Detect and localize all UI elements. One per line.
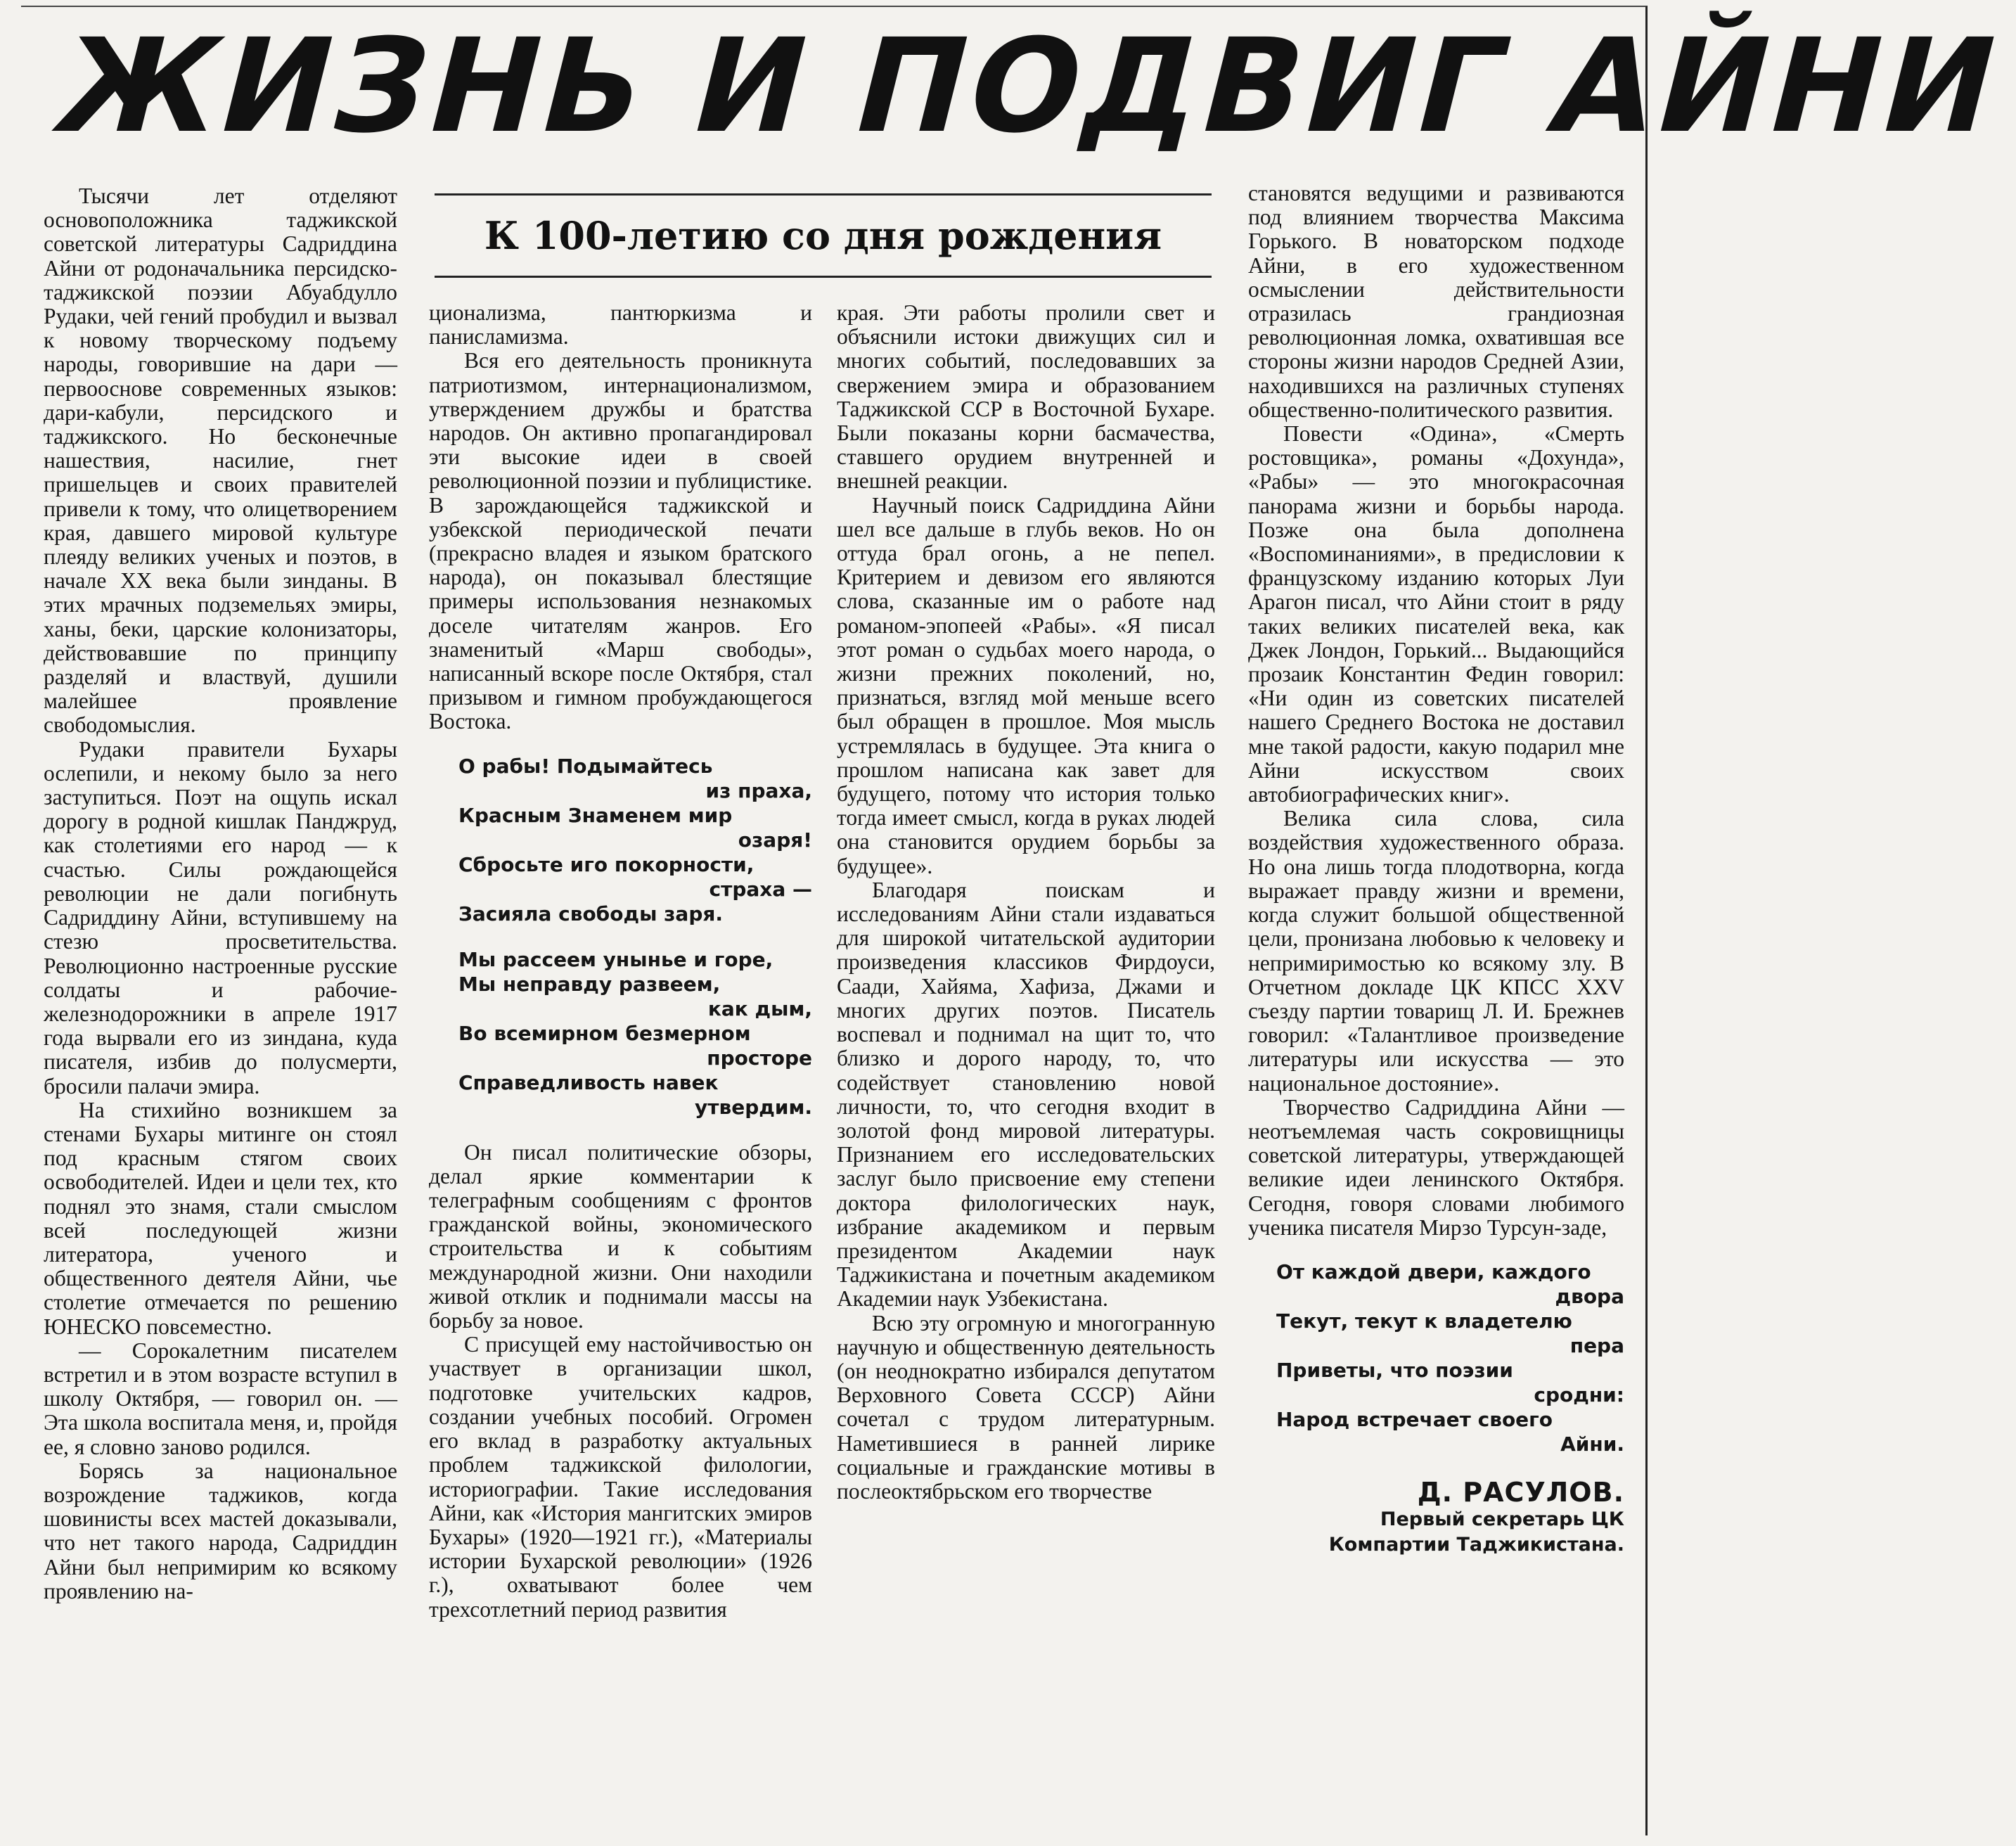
poem-line: Мы рассеем унынье и горе, xyxy=(458,947,773,971)
paragraph: Борясь за национальное возрождение таджиков, когда шовинисты всех мастей доказывали, что нет такого народа, Садриддин Айни был непримирим ко всякому проявлению на- xyxy=(44,1458,397,1603)
headline: ЖИЗНЬ И ПОДВИГ АЙНИ xyxy=(41,11,2016,162)
paragraph: становятся ведущими и развиваются под влиянием творчества Максима Горького. В новаторском подходе Айни, в его художественном осмыслении действительности отразилась грандиозная революционная ломка, охватившая все стороны жизни народов Средней Азии, находившихся на различных ступенях общественно-политического развития. xyxy=(1248,181,1624,422)
paragraph: Рудаки правители Бухары ослепили, и некому было за него заступиться. Поэт на ощупь искал дорогу в родной кишлак Панджруд, как столетиями его народ — к счастью. Силы рождающейся революции не дали погибнуть Садриддину Айни, вступившему на стезю просветительства. Революционно настроенные русские солдаты и рабочие-железнодорожники в апреле 1917 года вырвали его из зиндана, куда писателя, избив до полусмерти, бросили палачи эмира. xyxy=(44,736,397,1098)
poem-tursun-zade xyxy=(1248,1259,1624,1456)
poem-line: Во всемирном безмерном xyxy=(458,1021,751,1045)
paragraph: Благодаря поискам и исследованиям Айни стали издаваться для широкой читательской аудитории произведения классиков Фирдоуси, Саади, Хайяма, Хафиза, Джами и многих других поэтов. Писатель воспевал и поднимал на щит то, что близко и дорого народу, то, что содействует становлению новой личности, то, что сегодня входит в золотой фонд мировой литературы. Признанием его исследовательских заслуг было присвоение ему степени доктора филологических наук, избрание академиком и первым президентом Академии наук Таджикистана и почетным академиком Академии наук Узбекистана. xyxy=(837,877,1215,1312)
poem-line: из праха, xyxy=(705,778,812,802)
paragraph: — Сорокалетним писателем встретил и в этом возрасте вступил в школу Октября, — говорил он. — Эта школа воспитала меня, и, пройдя ее, я словно заново родился. xyxy=(44,1338,397,1459)
poem-line: Засияла свободы заря. xyxy=(458,902,723,925)
article-column-4 xyxy=(1248,181,1624,1813)
paragraph: края. Эти работы пролили свет и объяснили истоки движущих сил и многих событий, последовавших за свержением эмира и образованием Таджикской ССР в Восточной Бухаре. Были показаны корни басмачества, ставшего орудием внутренней и внешней реакции. xyxy=(837,300,1215,494)
poem-line: озаря! xyxy=(738,828,812,852)
paragraph: Он писал политические обзоры, делал яркие комментарии к телеграфным сообщениям с фронтов гражданской войны, экономического строительства и к событиям международной жизни. Они находили живой отклик и поднимали массы на борьбу за новое. xyxy=(429,1139,812,1333)
poem-line: сродни: xyxy=(1534,1383,1624,1406)
poem-line: просторе xyxy=(707,1046,812,1070)
paragraph: Тысячи лет отделяют основоположника таджикской советской литературы Садриддина Айни от родоначальника персидско-таджикской поэзии Абуабдулло Рудаки, чей гений пробудил и вызвал к новому творческому подъему народы, говорившие на дари — первооснове современных языков: дари-кабули, персидского и таджикского. Но бесконечные нашествия, насилие, гнет пришельцев и своих правителей привели к тому, что олицетворением края, давшего мировой культуре плеяду великих ученых и поэтов, в начале XX века были зинданы. В этих мрачных подземельях эмиры, ханы, беки, царские колонизаторы, действовавшие по принципу разделяй и властвуй, душили малейшее проявление свободомыслия. xyxy=(44,184,397,738)
author-title: Компартии Таджикистана. xyxy=(1328,1533,1624,1556)
article-column-3 xyxy=(837,301,1215,1813)
signature-block xyxy=(1248,1478,1624,1558)
poem-line: О рабы! Подымайтесь xyxy=(458,754,713,778)
poem-line: утвердим. xyxy=(695,1095,812,1119)
author-title: Первый секретарь ЦК xyxy=(1380,1508,1624,1530)
subheadline-rule-bottom xyxy=(435,276,1212,278)
paragraph: На стихийно возникшем за стенами Бухары митинге он стоял под красным стягом своих освободителей. Идеи и цели тех, кто поднял это знамя, стали смыслом всей последующей жизни литератора, ученого и общественного деятеля Айни, чье столетие отмечается по решению ЮНЕСКО повсеместно. xyxy=(44,1097,397,1339)
paragraph: Научный поиск Садриддина Айни шел все дальше в глубь веков. Но он оттуда брал огонь, а не пепел. Критерием и девизом его являются слова, сказанные им о работе над романом-эпопеей «Рабы». «Я писал этот роман о судьбах моего народа, о жизни прежних поколений, но, признаться, взгляд мой меньше всего был обращен в прошлое. Моя мысль устремлялась в будущее. Эта книга о прошлом написана как завет для будущего, потому что история только тогда имеет смысл, когда в руках людей она становится орудием борьбы за будущее». xyxy=(837,492,1215,878)
poem-marsh-svobody xyxy=(429,754,812,1120)
poem-line: Сбросьте иго покорности, xyxy=(458,852,755,876)
article-column-1 xyxy=(44,184,397,1816)
poem-line: пера xyxy=(1569,1333,1624,1357)
paragraph: Повести «Одина», «Смерть ростовщика», романы «Дохунда», «Рабы» — это многокрасочная панорама жизни и борьбы народа. Позже она была дополнена «Воспоминаниями», в предисловии к французскому изданию которых Луи Арагон писал, что Айни стоит в ряду таких великих писателей века, как Джек Лондон, Горький... Выдающийся прозаик Константин Федин говорил: «Ни один из советских писателей нашего Среднего Востока не доставил мне такой радости, какую подарил мне Айни искусством своих автобиографических книг». xyxy=(1248,421,1624,807)
poem-line: Народ встречает своего xyxy=(1276,1407,1553,1431)
poem-line: От каждой двери, каждого xyxy=(1276,1259,1591,1283)
subheadline: К 100-летию со дня рождения xyxy=(484,213,1162,258)
poem-line: Текут, текут к владетелю xyxy=(1276,1309,1572,1333)
author-name: Д. РАСУЛОВ. xyxy=(1417,1476,1624,1508)
paragraph: Творчество Садриддина Айни — неотъемлемая часть сокровищницы советской литературы, утверждающей великие идеи ленинского Октября. Сегодня, говоря словами любимого ученика писателя Мирзо Турсун-заде, xyxy=(1248,1094,1624,1240)
poem-line: Справедливость навек xyxy=(458,1070,719,1094)
poem-line: страха — xyxy=(709,877,812,901)
poem-line: как дым, xyxy=(707,996,812,1020)
paragraph: Велика сила слова, сила воздействия художественного образа. Но она лишь тогда плодотворна, когда выражает правду жизни и времени, когда служит большой общественной цели, пронизана любовью к человеку и непримиримостью ко всякому злу. В Отчетном докладе ЦК КПСС XXV съезду партии товарищ Л. И. Брежнев говорил: «Талантливое произведение литературы или искусства — это национальное достояние». xyxy=(1248,806,1624,1096)
poem-line: Мы неправду развеем, xyxy=(458,972,721,996)
poem-line: двора xyxy=(1555,1284,1624,1308)
paragraph: Вся его деятельность проникнута патриотизмом, интернационализмом, утверждением дружбы и братства народов. Он активно пропагандировал эти высокие идеи в своей революционной поэзии и публицистике. В зарождающейся таджикской и узбекской периодической печати (прекрасно владея и языком братского народа), он показывал блестящие примеры использования незнакомых доселе читателям жанров. Его знаменитый «Марш свободы», написанный вскоре после Октября, стал призывом и гимном пробуждающегося Востока. xyxy=(429,348,812,734)
stanza-gap xyxy=(458,926,812,947)
poem-line: Приветы, что поэзии xyxy=(1276,1358,1513,1382)
paragraph: ционализма, пантюркизма и панисламизма. xyxy=(429,300,812,350)
article-column-2 xyxy=(429,301,812,1813)
paragraph: Всю эту огромную и многогранную научную и общественную деятельность (он неоднократно избирался депутатом Верховного Совета СССР) Айни сочетал с трудом литературным. Наметившиеся в ранней лирике социальные и гражданские мотивы в послеоктябрьском его творчестве xyxy=(837,1310,1215,1504)
poem-line: Айни. xyxy=(1560,1432,1624,1456)
paragraph: С присущей ему настойчивостью он участвует в организации школ, подготовке учительских кадров, создании учебных пособий. Огромен его вклад в разработку актуальных проблем таджикской филологии, историографии. Такие исследования Айни, как «История мангитских эмиров Бухары» (1920—1921 гг.), «Материалы истории Бухарской революции» (1926 г.), охватывают более чем трехсотлетний период развития xyxy=(429,1332,812,1622)
poem-line: Красным Знаменем мир xyxy=(458,803,733,827)
subheadline-rule-top xyxy=(435,193,1212,196)
